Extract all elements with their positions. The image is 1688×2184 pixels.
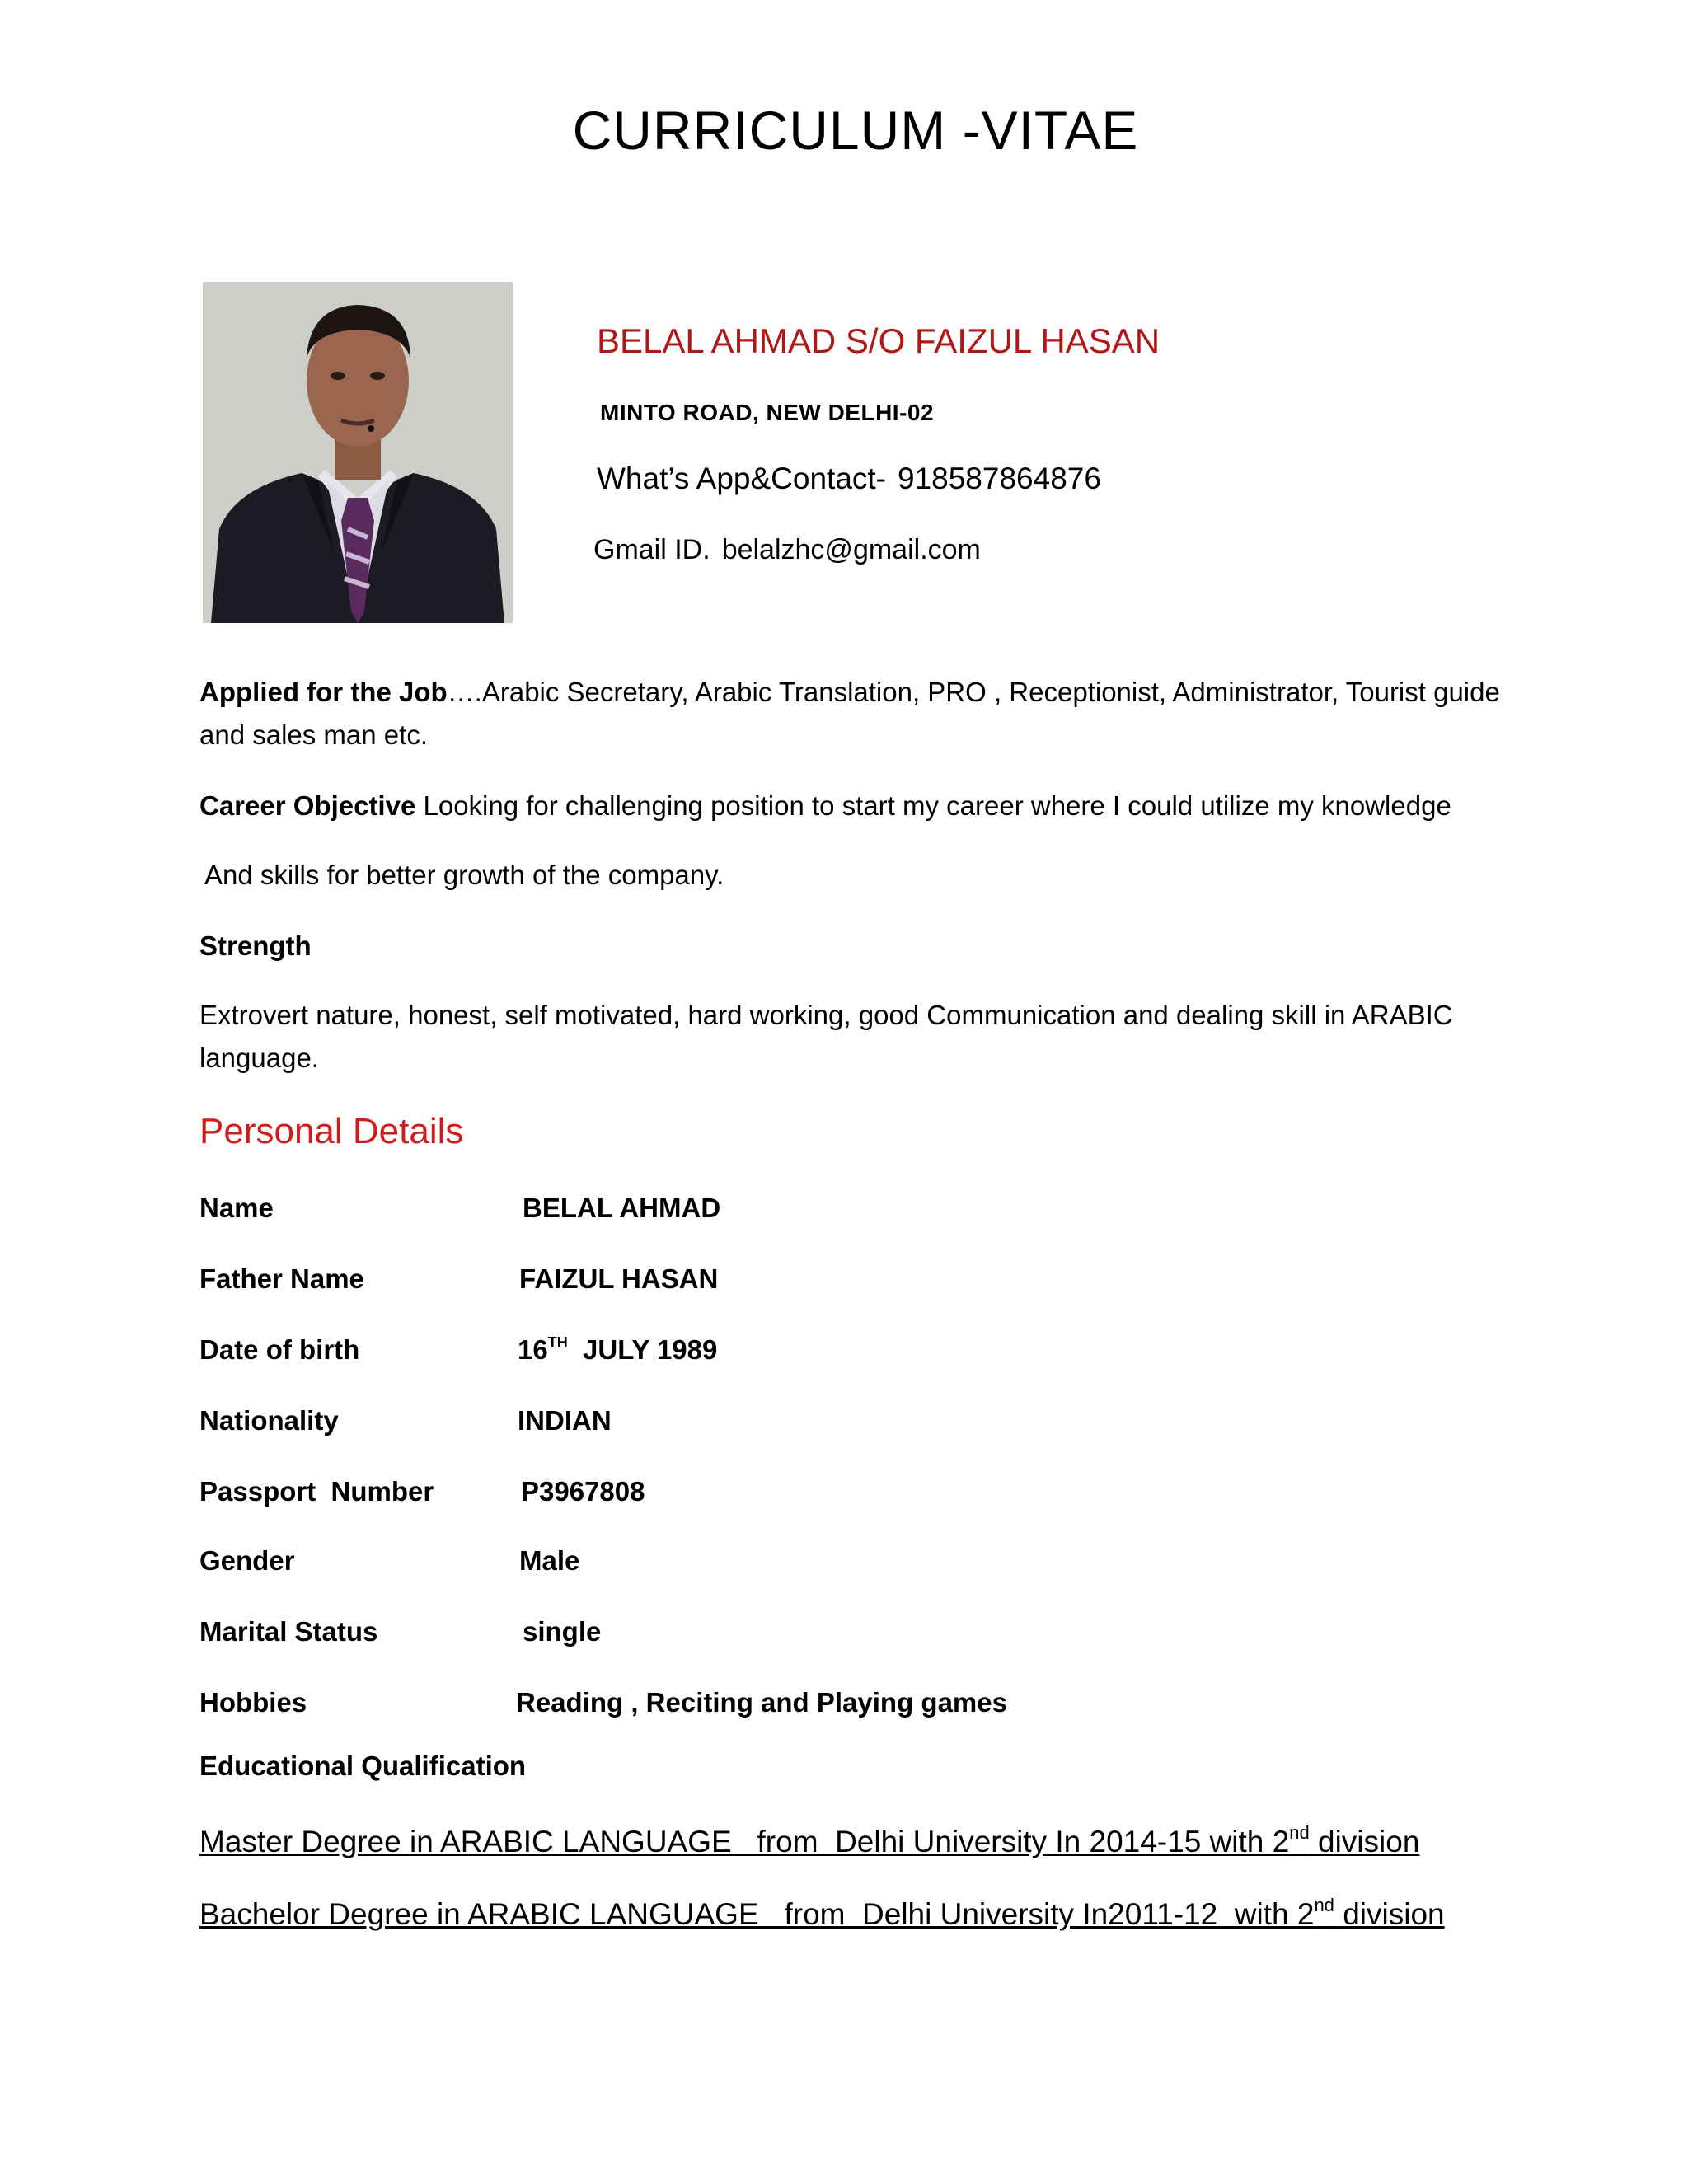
personal-details-heading: Personal Details [199, 1111, 464, 1151]
detail-value: BELAL AHMAD [523, 1193, 721, 1223]
education-item-master: Master Degree in ARABIC LANGUAGE from Delhi University In 2014-15 with 2nd division [199, 1822, 1420, 1858]
detail-label: Hobbies [199, 1687, 307, 1718]
detail-value: INDIAN [518, 1405, 612, 1436]
strength-heading: Strength [199, 930, 312, 961]
contact-number: 918587864876 [898, 462, 1101, 495]
detail-value: P3967808 [521, 1476, 645, 1507]
contact-line [597, 462, 1101, 496]
contact-label: What’s App&Contact- [597, 462, 886, 495]
detail-label: Marital Status [199, 1616, 378, 1647]
email-label: Gmail ID. [593, 534, 710, 565]
career-label: Career Objective [199, 790, 416, 821]
applied-text: ….Arabic Secretary, Arabic Translation, PRO , Receptionist, Administrator, Tourist guide and sales man etc. [199, 677, 1500, 750]
strength-text: Extrovert nature, honest, self motivated, hard working, good Communication and dealing skill in ARABIC language. [199, 1000, 1453, 1073]
detail-label: Gender [199, 1545, 295, 1576]
detail-value: single [523, 1616, 602, 1647]
applied-for-job [199, 671, 1518, 757]
detail-label: Father Name [199, 1263, 364, 1294]
detail-value: 16TH JULY 1989 [518, 1334, 718, 1365]
education-heading: Educational Qualification [199, 1750, 527, 1781]
career-objective [199, 785, 1518, 827]
profile-photo [203, 282, 513, 623]
detail-value: Reading , Reciting and Playing games [516, 1687, 1007, 1718]
career-objective-continued: And skills for better growth of the company. [204, 860, 724, 890]
detail-label: Date of birth [199, 1334, 360, 1365]
email-address: belalzhc@gmail.com [721, 534, 981, 565]
detail-label: Name [199, 1193, 274, 1223]
detail-label: Nationality [199, 1405, 339, 1436]
career-text: Looking for challenging position to start my career where I could utilize my knowledge [423, 790, 1451, 821]
education-item-bachelor: Bachelor Degree in ARABIC LANGUAGE from Delhi University In2011-12 with 2nd division [199, 1895, 1445, 1931]
detail-value: FAIZUL HASAN [519, 1263, 719, 1294]
email-line [593, 534, 981, 566]
detail-value: Male [519, 1545, 580, 1576]
page-title: CURRICULUM -VITAE [572, 100, 1139, 161]
address: MINTO ROAD, NEW DELHI-02 [600, 400, 935, 425]
portrait-photo-icon [203, 282, 513, 623]
candidate-name-heading: BELAL AHMAD S/O FAIZUL HASAN [597, 321, 1160, 360]
applied-label: Applied for the Job [199, 677, 448, 707]
detail-label: Passport Number [199, 1476, 434, 1507]
